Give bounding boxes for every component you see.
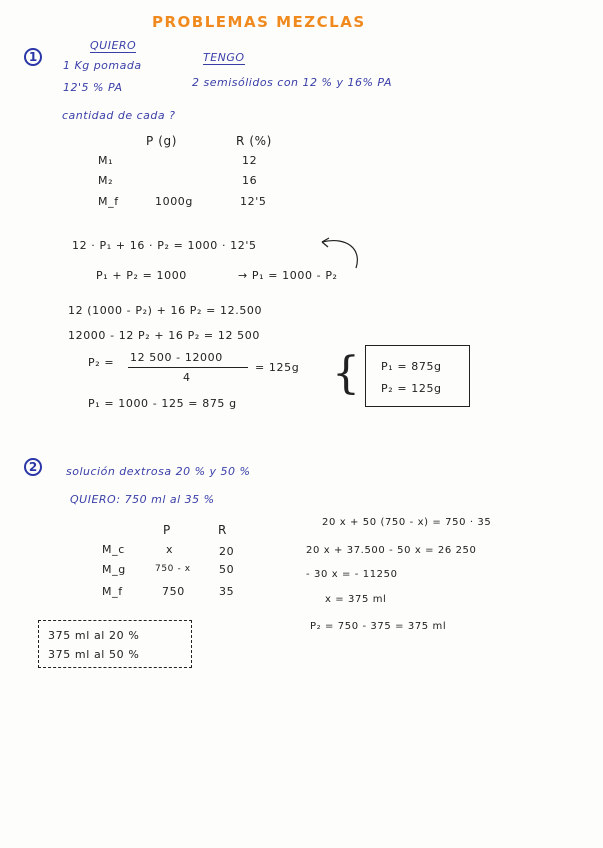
result-1b: P₂ = 125g	[381, 382, 442, 395]
equation-1: 12 · P₁ + 16 · P₂ = 1000 · 12'5	[72, 239, 257, 252]
page-title: PROBLEMAS MEZCLAS	[152, 13, 366, 31]
table-row-label: M_c	[102, 543, 125, 556]
equation-2-1: 20 x + 50 (750 - x) = 750 · 35	[322, 517, 492, 528]
problem-2-line1: solución dextrosa 20 % y 50 %	[66, 465, 251, 478]
equation-5-rhs: = 125g	[255, 361, 300, 374]
table-row-p: 1000g	[155, 195, 193, 208]
table-row-p: 750 - x	[155, 564, 191, 574]
table-row-p: x	[166, 543, 174, 556]
table-row-p: 750	[162, 585, 185, 598]
table-row-label: M_f	[98, 195, 119, 208]
problem-2-line2: QUIERO: 750 ml al 35 %	[70, 493, 215, 506]
quiero-label: QUIERO	[90, 39, 137, 52]
table-row-label: M_g	[102, 563, 126, 576]
tengo-line: 2 semisólidos con 12 % y 16% PA	[192, 76, 393, 89]
quiero-line2: 12'5 % PA	[63, 81, 123, 94]
table-row-r: 20	[219, 545, 235, 558]
col-p-header: P	[163, 523, 171, 537]
equation-2-4: x = 375 ml	[325, 594, 387, 605]
equation-4: 12000 - 12 P₂ + 16 P₂ = 12 500	[68, 329, 260, 342]
curved-arrow-icon	[318, 234, 368, 274]
equation-2-2: 20 x + 37.500 - 50 x = 26 250	[306, 545, 477, 556]
result-box-1	[365, 345, 470, 407]
table-row-label: M₂	[98, 174, 114, 187]
result-2a: 375 ml al 20 %	[48, 629, 140, 642]
problem-2-number: 2	[24, 458, 42, 476]
equation-6: P₁ = 1000 - 125 = 875 g	[88, 397, 237, 410]
equation-2-3: - 30 x = - 11250	[306, 569, 398, 580]
equation-5-denominator: 4	[183, 371, 191, 384]
table-row-r: 12'5	[240, 195, 267, 208]
table-row-label: M_f	[102, 585, 123, 598]
table-row-r: 50	[219, 563, 235, 576]
equation-3: 12 (1000 - P₂) + 16 P₂ = 12.500	[68, 304, 263, 317]
fraction-bar	[128, 367, 248, 368]
result-1a: P₁ = 875g	[381, 360, 442, 373]
equation-5-numerator: 12 500 - 12000	[130, 351, 223, 364]
table-row-r: 35	[219, 585, 235, 598]
col-r-header: R (%)	[236, 134, 272, 148]
result-2b: 375 ml al 50 %	[48, 648, 140, 661]
tengo-label: TENGO	[203, 51, 245, 64]
table-row-label: M₁	[98, 154, 114, 167]
table-row-r: 12	[242, 154, 258, 167]
col-r-header: R	[218, 523, 227, 537]
equation-2b: → P₁ = 1000 - P₂	[238, 269, 338, 282]
table-row-r: 16	[242, 174, 258, 187]
equation-5-lhs: P₂ =	[88, 356, 115, 369]
quiero-line1: 1 Kg pomada	[63, 59, 142, 72]
problem-1-number: 1	[24, 48, 42, 66]
question-line: cantidad de cada ?	[62, 109, 176, 122]
brace-icon: {	[332, 348, 360, 399]
equation-2a: P₁ + P₂ = 1000	[96, 269, 187, 282]
col-p-header: P (g)	[146, 134, 178, 148]
equation-2-5: P₂ = 750 - 375 = 375 ml	[310, 621, 447, 632]
